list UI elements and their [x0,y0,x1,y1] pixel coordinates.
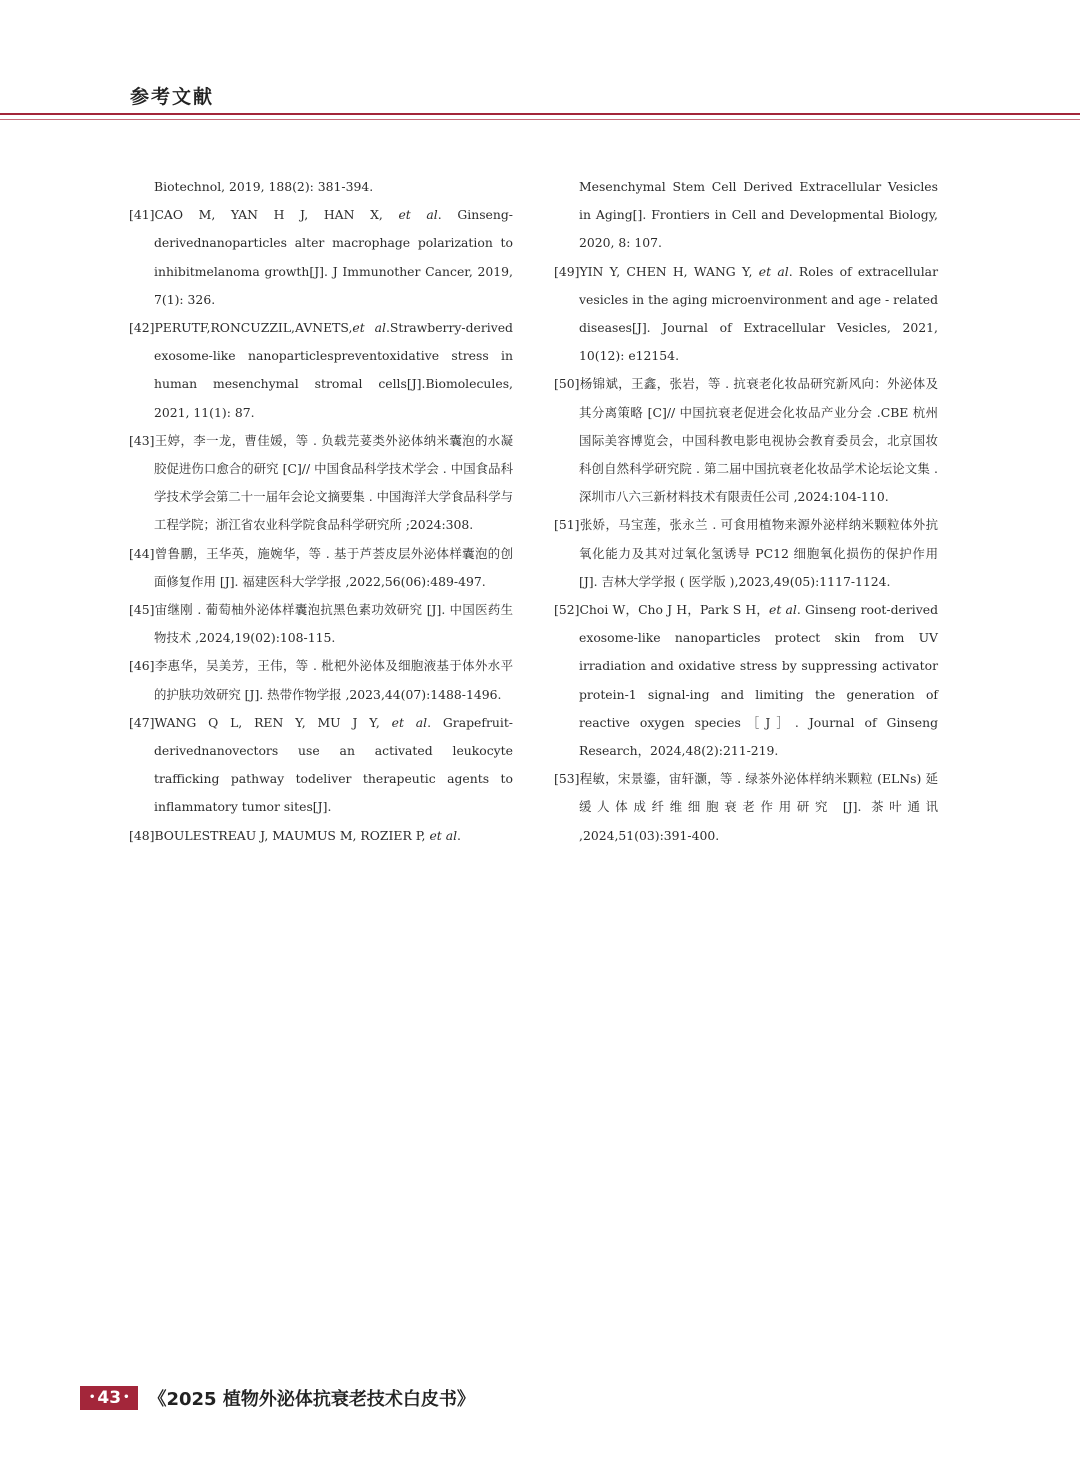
reference-text: 程敏，宋景鎏，宙轩灏，等 . 绿茶外泌体样纳米颗粒 (ELNs) 延缓人体成纤维细胞衰老作用研究 [J]. 茶叶通讯 ,2024,51(03):391-400. [579,771,938,843]
reference-entry [129,709,513,822]
reference-text: . Grapefruit-derivednanovectors use an activated leukocyte trafficking pathway todeliver therapeutic agents to inflammatory tumor sites[J]. [154,714,513,815]
reference-text: Mesenchymal Stem Cell Derived Extracellular Vesicles in Aging[]. Frontiers in Cell and Developmental Biology, 2020, 8: 107. [579,179,938,251]
header-rule-thin [0,119,1080,120]
reference-text: 宙继刚 . 葡萄柚外泌体样囊泡抗黑色素功效研究 [J]. 中国医药生物技术 ,2024,19(02):108-115. [154,602,513,646]
reference-entry [129,427,513,540]
reference-entry [129,540,513,596]
reference-entry [554,765,938,850]
reference-text: 曾鲁鹏，王华英，施婉华，等 . 基于芦荟皮层外泌体样囊泡的创面修复作用 [J]. 福建医科大学学报 ,2022,56(06):489-497. [154,545,513,589]
page-number-badge: • 43 • [80,1386,138,1410]
reference-entry [554,370,938,511]
reference-text: . Ginseng-derivednanoparticles alter macrophage polarization to inhibitmelanoma growth[J]. J Immunother Cancer, 2019, 7(1): 326. [154,207,513,307]
reference-column-left [129,173,513,850]
reference-number: [50] [554,376,580,392]
reference-number: [41] [129,207,155,223]
reference-et-al: et al [352,320,386,336]
page-footer [80,1386,475,1410]
reference-number: [51] [554,517,580,533]
reference-number: [47] [129,714,155,730]
reference-text: .Strawberry-derived exosome-like nanoparticlespreventoxidative stress in human mesenchymal stromal cells[J].Biomolecules, 2021, 11(1): 87. [154,320,513,420]
reference-text: Biotechnol, 2019, 188(2): 381-394. [154,179,374,194]
reference-et-al: et al [398,207,438,223]
reference-entry [554,173,938,258]
book-title: 《2025 植物外泌体抗衰老技术白皮书》 [148,1389,475,1410]
reference-text: 李惠华，吴美芳，王伟，等 . 枇杷外泌体及细胞液基于体外水平的护肤功效研究 [J]. 热带作物学报 ,2023,44(07):1488-1496. [154,658,513,702]
reference-et-al: et al [758,263,789,279]
reference-entry [554,258,938,371]
section-title: 参考文献 [130,86,215,108]
reference-text: Choi W，Cho J H，Park S H， [579,602,770,618]
reference-text: BOULESTREAU J, MAUMUS M, ROZIER P, [154,827,430,843]
reference-entry [129,652,513,708]
reference-number: [52] [554,602,580,618]
reference-entry [129,822,513,850]
reference-number: [48] [129,827,155,843]
page-number: 43 [97,1388,122,1408]
reference-entry [129,173,513,201]
reference-text: . Roles of extracellular vesicles in the aging microenvironment and age - related diseases[J]. Journal of Extracellular Vesicles, 2021, 10(12): e12154. [579,263,938,364]
reference-et-al: et al [769,602,797,618]
reference-entry [554,511,938,596]
reference-number: [45] [129,602,155,618]
reference-number: [44] [129,545,155,561]
reference-number: [46] [129,658,155,674]
reference-number: [53] [554,771,580,787]
header-rule [0,113,1080,115]
reference-text: CAO M, YAN H J, HAN X, [154,207,399,223]
reference-et-al: et al [391,714,428,730]
reference-entry [129,314,513,427]
reference-text: WANG Q L, REN Y, MU J Y, [154,714,392,730]
reference-number: [42] [129,320,155,336]
reference-number: [49] [554,263,580,279]
reference-entry [554,596,938,765]
reference-entry [129,596,513,652]
reference-text: 张娇，马宝莲，张永兰 . 可食用植物来源外泌样纳米颗粒体外抗氧化能力及其对过氧化氢诱导 PC12 细胞氧化损伤的保护作用 [J]. 吉林大学学报 ( 医学版 ),2023,49(05):1117-1124. [579,517,938,589]
reference-text: PERUTF,RONCUZZIL,AVNETS, [154,320,353,336]
reference-text: YIN Y, CHEN H, WANG Y, [579,263,759,279]
reference-text: 王婷，李一龙，曹佳媛，等 . 负载芫荽类外泌体纳米囊泡的水凝胶促进伤口愈合的研究 [C]// 中国食品科学技术学会 . 中国食品科学技术学会第二十一届年会论文摘要集 . 中国海洋大学食品科学与工程学院；浙江省农业科学院食品科学研究所 ;2024:308. [154,432,513,533]
reference-et-al: et al [429,827,458,843]
reference-entry [129,201,513,314]
reference-column-right [554,173,938,850]
reference-text: 杨锦斌，王鑫，张岩，等 . 抗衰老化妆品研究新风向：外泌体及其分离策略 [C]// 中国抗衰老促进会化妆品产业分会 .CBE 杭州国际美容博览会，中国科教电影电视协会教育委员会，北京国妆科创自然科学研究院 . 第二届中国抗衰老化妆品学术论坛论文集 . 深圳市八六三新材料技术有限责任公司 ,2024:104-110. [579,376,938,505]
reference-text: . Ginseng root-derived exosome-like nanoparticles protect skin from UV irradiation and oxidative stress by suppressing activator protein-1 signal-ing and limiting the generation of reactive oxygen species［J］. Journal of Ginseng Research，2024,48(2):211-219. [579,602,938,759]
reference-number: [43] [129,432,155,448]
reference-text: . [457,827,461,843]
